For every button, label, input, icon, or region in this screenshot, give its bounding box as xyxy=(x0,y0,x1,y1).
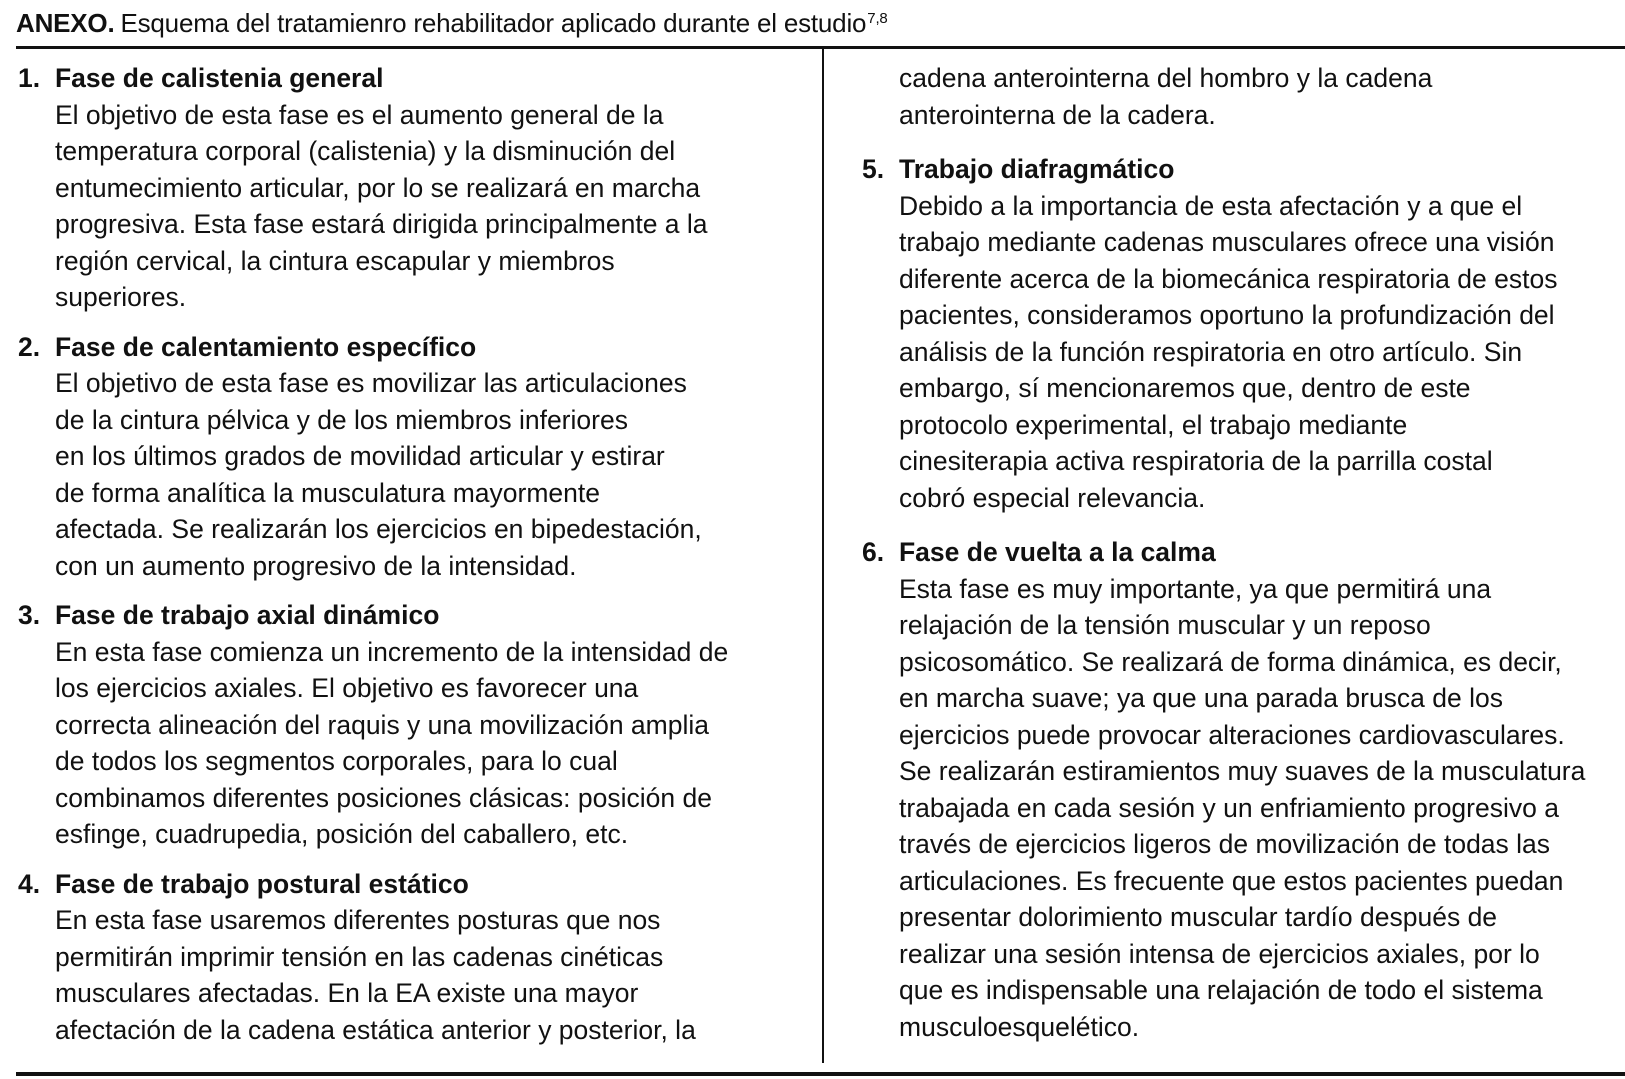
phase-number: 3. xyxy=(18,600,41,630)
phase-text-line: Esta fase es muy importante, ya que permitirá una xyxy=(899,573,1492,604)
phase-text-line: Se realizarán estiramientos muy suaves de la musculatura xyxy=(899,756,1586,786)
phase-text-line: de la cintura pélvica y de los miembros inferiores xyxy=(55,404,628,435)
bottom-rule xyxy=(16,1072,1625,1076)
phase-text-line: protocolo experimental, el trabajo mediante xyxy=(899,409,1408,440)
phase-text-line: realizar una sesión intensa de ejercicios axiales, por lo xyxy=(899,938,1540,969)
caption-references: 7,8 xyxy=(867,10,888,27)
phase-item-6 xyxy=(862,534,1622,1045)
phase-text-line: entumecimiento articular, por lo se realizará en marcha xyxy=(55,172,701,203)
caption-text: Esquema del tratamienro rehabilitador aplicado durante el estudio xyxy=(120,8,867,38)
phase-text-line: progresiva. Esta fase estará dirigida principalmente a la xyxy=(55,209,708,239)
phase-text-line: embargo, sí mencionaremos que, dentro de este xyxy=(899,373,1471,403)
phase-text-line: presentar dolorimiento muscular tardío después de xyxy=(899,902,1498,932)
phase-text-line: En esta fase comienza un incremento de la intensidad de xyxy=(55,636,729,667)
phase-number: 5. xyxy=(862,154,885,184)
phase-text-line: en marcha suave; ya que una parada brusca de los xyxy=(899,683,1504,713)
phase-text-line: combinamos diferentes posiciones clásicas: posición de xyxy=(55,782,712,813)
phase-title: Trabajo diafragmático xyxy=(899,154,1175,184)
phase-title: Fase de trabajo axial dinámico xyxy=(55,600,440,630)
annex-caption xyxy=(16,6,888,40)
phase-text-line: En esta fase usaremos diferentes posturas que nos xyxy=(55,905,661,935)
phase-text-line: permitirán imprimir tensión en las cadenas cinéticas xyxy=(55,941,664,972)
caption-label: ANEXO. xyxy=(16,8,115,38)
phase-text-line: musculares afectadas. En la EA existe una mayor xyxy=(55,978,639,1008)
phase-text-line: anterointerna de la cadera. xyxy=(899,99,1216,130)
phase-title: Fase de trabajo postural estático xyxy=(55,868,469,899)
right-column xyxy=(862,60,1622,1045)
phase-item-4 xyxy=(18,866,818,1049)
phase-text-line: Debido a la importancia de esta afectación y a que el xyxy=(899,190,1523,221)
phase-item-2 xyxy=(18,329,818,585)
phase-text-line: región cervical, la cintura escapular y miembros xyxy=(55,245,615,276)
phase-title: Fase de vuelta a la calma xyxy=(899,537,1216,567)
phase-text-line: ejercicios puede provocar alteraciones cardiovasculares. xyxy=(899,719,1565,750)
phase-text-line: temperatura corporal (calistenia) y la disminución del xyxy=(55,136,676,166)
phase-number: 2. xyxy=(18,331,41,362)
phase-text-line: de forma analítica la musculatura mayormente xyxy=(55,477,600,508)
phase-text-line: El objetivo de esta fase es el aumento general de la xyxy=(55,99,664,130)
phase-text-line: musculoesquelético. xyxy=(899,1011,1140,1042)
phase-text-line: superiores. xyxy=(55,282,187,312)
phase-item-4-continued xyxy=(862,60,1622,133)
phase-text-line: que es indispensable una relajación de todo el sistema xyxy=(899,975,1543,1005)
phase-number: 1. xyxy=(18,63,41,93)
phase-text-line: los ejercicios axiales. El objetivo es favorecer una xyxy=(55,673,639,703)
phase-text-line: análisis de la función respiratoria en otro artículo. Sin xyxy=(899,336,1523,367)
phase-text-line: con un aumento progresivo de la intensidad. xyxy=(55,550,577,581)
phase-text-line: articulaciones. Es frecuente que estos pacientes puedan xyxy=(899,865,1564,896)
phase-text-line: El objetivo de esta fase es movilizar las articulaciones xyxy=(55,368,687,398)
phase-text-line: cinesiterapia activa respiratoria de la parrilla costal xyxy=(899,446,1493,476)
phase-text-line: trabajada en cada sesión y un enfriamiento progresivo a xyxy=(899,792,1559,823)
phase-item-1 xyxy=(18,60,818,316)
phase-number: 4. xyxy=(18,868,41,899)
phase-item-3 xyxy=(18,597,818,853)
phase-text-line: cobró especial relevancia. xyxy=(899,482,1206,513)
phase-text-line: afectada. Se realizarán los ejercicios en bipedestación, xyxy=(55,514,702,544)
phase-text-line: pacientes, consideramos oportuno la profundización del xyxy=(899,300,1555,330)
phase-text-line: diferente acerca de la biomecánica respiratoria de estos xyxy=(899,263,1558,294)
left-column xyxy=(18,60,818,1048)
phase-text-line: través de ejercicios ligeros de movilización de todas las xyxy=(899,829,1551,859)
phase-title: Fase de calentamiento específico xyxy=(55,331,477,362)
phase-text-line: trabajo mediante cadenas musculares ofrece una visión xyxy=(899,227,1555,257)
phase-text-line: psicosomático. Se realizará de forma dinámica, es decir, xyxy=(899,646,1562,677)
phase-text-line: de todos los segmentos corporales, para lo cual xyxy=(55,746,618,776)
phase-title: Fase de calistenia general xyxy=(55,63,384,93)
phase-text-line: en los últimos grados de movilidad articular y estirar xyxy=(55,441,665,471)
phase-number: 6. xyxy=(862,537,885,567)
phase-item-5 xyxy=(862,151,1622,516)
phase-text-line: esfinge, cuadrupedia, posición del caballero, etc. xyxy=(55,819,629,849)
column-divider xyxy=(822,49,824,1063)
phase-text-line: afectación de la cadena estática anterior y posterior, la xyxy=(55,1014,696,1045)
phase-text-line: cadena anterointerna del hombro y la cadena xyxy=(899,63,1433,93)
top-rule xyxy=(16,46,1625,49)
phase-text-line: relajación de la tensión muscular y un reposo xyxy=(899,610,1431,640)
phase-text-line: correcta alineación del raquis y una movilización amplia xyxy=(55,709,709,740)
